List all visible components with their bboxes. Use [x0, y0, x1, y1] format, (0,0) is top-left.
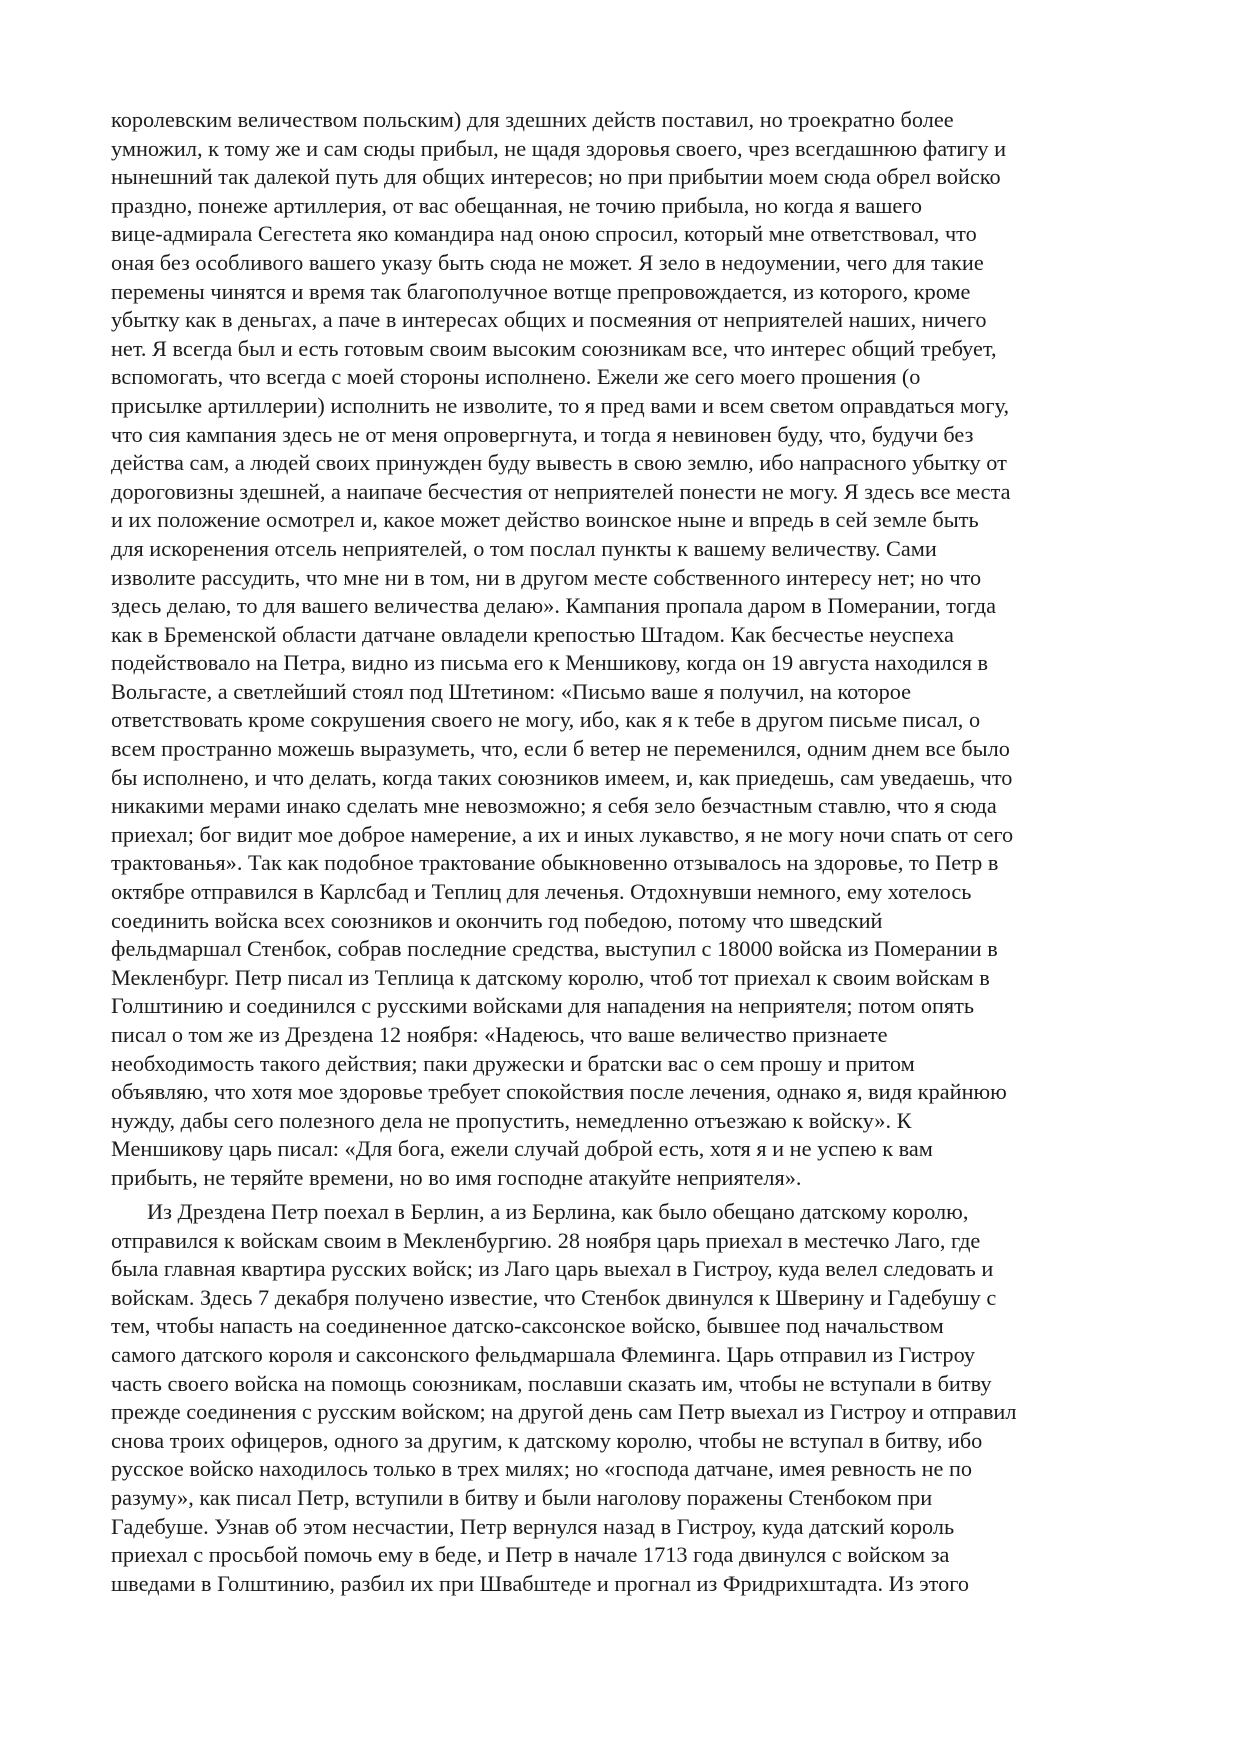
paragraph-1 — [111, 106, 1133, 1193]
text-line: разуму», как писал Петр, вступили в битву и были наголову поражены Стенбоком при — [111, 1484, 933, 1510]
text-line: что сия кампания здесь не от меня опровергнута, и тогда я невиновен буду, что, будучи без — [111, 421, 974, 447]
text-line: вице-адмирала Сегестета яко командира над оною спросил, который мне ответствовал, что — [111, 221, 977, 247]
text-line: Голштинию и соединился с русскими войсками для нападения на неприятеля; потом опять — [111, 993, 975, 1019]
text-line: Гадебуше. Узнав об этом несчастии, Петр вернулся назад в Гистроу, куда датский король — [111, 1513, 955, 1539]
text-line: никакими мерами инако сделать мне невозможно; я себя зело безчастным ставлю, что я сюда — [111, 793, 997, 819]
text-line: бы исполнено, и что делать, когда таких союзников имеем, и, как приедешь, сам уведаешь, что — [111, 764, 1013, 790]
text-line: и их положение осмотрел и, какое может действо воинское ныне и впредь в сей земле быть — [111, 507, 979, 533]
text-line: отправился к войскам своим в Мекленбургию. 28 ноября царь приехал в местечко Лаго, где — [111, 1227, 981, 1253]
text-line: фельдмаршал Стенбок, собрав последние средства, выступил с 18000 войска из Померании в — [111, 936, 998, 962]
text-line: перемены чинятся и время так благополучное вотще препровождается, из которого, кроме — [111, 278, 971, 304]
text-line: присылке артиллерии) исполнить не изволите, то я пред вами и всем светом оправдаться могу, — [111, 392, 1010, 418]
text-line: писал о том же из Дрездена 12 ноября: «Надеюсь, что ваше величество признаете — [111, 1022, 888, 1047]
text-line: снова троих офицеров, одного за другим, к датскому королю, чтобы не вступал в битву, ибо — [111, 1427, 983, 1453]
text-line: объявляю, что хотя мое здоровье требует спокойствия после лечения, однако я, видя крайнюю — [111, 1079, 1007, 1105]
text-line: убытку как в деньгах, а паче в интересах общих и посмеяния от неприятелей наших, ничего — [111, 307, 987, 333]
text-line: необходимость такого действия; паки дружески и братски вас о сем прошу и притом — [111, 1050, 915, 1076]
text-line: ответствовать кроме сокрушения своего не могу, ибо, как я к тебе в другом письме писал, о — [111, 707, 981, 733]
text-line: для искоренения отсель неприятелей, о том послал пункты к вашему величеству. Сами — [111, 535, 937, 561]
text-line: октябре отправился в Карлсбад и Теплиц для леченья. Отдохнувши немного, ему хотелось — [111, 879, 972, 905]
text-line: всем пространно можешь выразуметь, что, если б ветер не переменился, одним днем все было — [111, 736, 1010, 762]
text-line: королевским величеством польским) для здешних действ поставил, но троекратно более — [111, 107, 954, 132]
text-line: вспомогать, что всегда с моей стороны исполнено. Ежели же сего моего прошения (о — [111, 364, 921, 390]
text-line: прибыть, не теряйте времени, но во имя господне атакуйте неприятеля». — [111, 1164, 802, 1190]
text-line: часть своего войска на помощь союзникам, пославши сказать им, чтобы не вступали в битву — [111, 1370, 992, 1396]
text-line: нынешний так далекой путь для общих интересов; но при прибытии моем сюда обрел войско — [111, 164, 1001, 190]
text-line: соединить войска всех союзников и окончить год победою, потому что шведский — [111, 907, 883, 933]
text-line: приехал с просьбой помочь ему в беде, и Петр в начале 1713 года двинулся с войском за — [111, 1542, 950, 1568]
text-line: приехал; бог видит мое доброе намерение, а их и иных лукавство, я не могу ночи спать от сего — [111, 821, 1014, 847]
text-line: трактованья». Так как подобное трактование обыкновенно отзывалось на здоровье, то Петр в — [111, 850, 999, 876]
text-line: здесь делаю, то для вашего величества делаю». Кампания пропала даром в Померании, тогда — [111, 593, 997, 619]
text-line: дороговизны здешней, а наипаче бесчестия от неприятелей понести не могу. Я здесь все места — [111, 478, 1011, 504]
text-line: шведами в Голштинию, разбил их при Швабштеде и прогнал из Фридрихштадта. Из этого — [111, 1570, 969, 1596]
text-line: прежде соединения с русским войском; на другой день сам Петр выехал из Гистроу и отправил — [111, 1399, 1017, 1425]
text-line: тем, чтобы напасть на соединенное датско-саксонское войско, бывшее под начальством — [111, 1313, 944, 1339]
text-line: действа сам, а людей своих принужден буду вывесть в свою землю, ибо напрасного убытку от — [111, 450, 1007, 476]
text-line: умножил, к тому же и сам сюды прибыл, не щадя здоровья своего, чрез всегдашнюю фатигу и — [111, 135, 1007, 161]
text-line: нет. Я всегда был и есть готовым своим высоким союзникам все, что интерес общий требует, — [111, 335, 997, 361]
text-line: войскам. Здесь 7 декабря получено известие, что Стенбок двинулся к Шверину и Гадебушу с — [111, 1284, 997, 1310]
text-line: была главная квартира русских войск; из Лаго царь выехал в Гистроу, куда велел следовать и — [111, 1256, 994, 1282]
text-line: Меншикову царь писал: «Для бога, ежели случай доброй есть, хотя я и не успею к вам — [111, 1136, 933, 1162]
text-line: русское войско находилось только в трех милях; но «господа датчане, имея ревность не по — [111, 1456, 973, 1482]
text-line: Из Дрездена Петр поехал в Берлин, а из Берлина, как было обещано датскому королю, — [147, 1199, 969, 1224]
text-line: самого датского короля и саксонского фельдмаршала Флеминга. Царь отправил из Гистроу — [111, 1341, 976, 1367]
text-line: праздно, понеже артиллерия, от вас обещанная, не точию прибыла, но когда я вашего — [111, 192, 923, 218]
text-line: как в Бременской области датчане овладели крепостью Штадом. Как бесчестье неуспеха — [111, 621, 954, 647]
text-line: изволите рассудить, что мне ни в том, ни в другом месте собственного интересу нет; но что — [111, 564, 982, 590]
text-line: оная без особливого вашего указу быть сюда не может. Я зело в недоумении, чего для такие — [111, 249, 984, 275]
text-line: Вольгасте, а светлейший стоял под Штетином: «Письмо ваше я получил, на которое — [111, 678, 912, 704]
text-line: нужду, дабы сего полезного дела не пропустить, немедленно отъезжаю к войску». К — [111, 1107, 912, 1133]
text-line: Мекленбург. Петр писал из Теплица к датскому королю, чтоб тот приехал к своим войскам в — [111, 964, 990, 990]
text-line: подействовало на Петра, видно из письма его к Меншикову, когда он 19 августа находился в — [111, 650, 989, 676]
paragraph-2 — [111, 1198, 1133, 1598]
